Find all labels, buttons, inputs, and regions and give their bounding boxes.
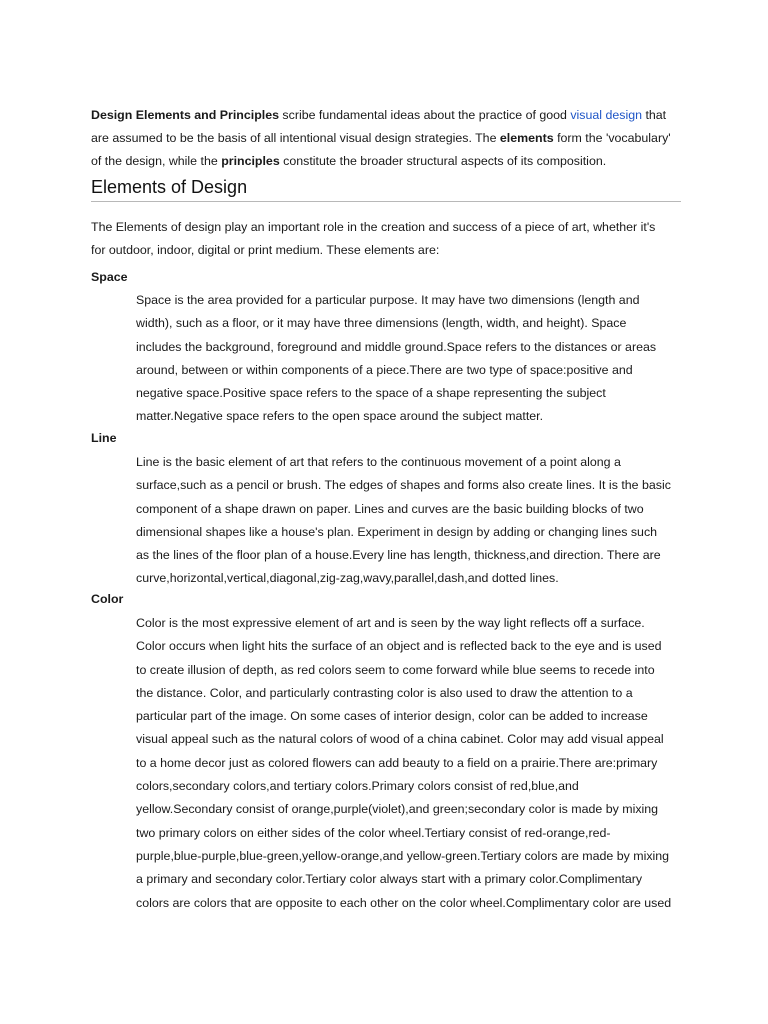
heading-divider [91, 201, 681, 202]
intro-text-a: scribe fundamental ideas about the practice of good [278, 108, 571, 122]
intro-bold-elements: elements [499, 131, 554, 145]
intro-line-3 [91, 150, 691, 173]
definition-line: curve,horizontal,vertical,diagonal,zig-zag,wavy,parallel,dash,and dotted lines. [136, 571, 559, 586]
definition-line: width), such as a floor, or it may have three dimensions (length, width, and height). Space [136, 316, 627, 331]
definition-line: Color occurs when light hits the surface of an object and is reflected back to the eye and is used [136, 639, 662, 654]
term-line: Line [91, 431, 117, 445]
definition-line: dimensional shapes like a house's plan. Experiment in design by adding or changing lines such [136, 524, 658, 539]
definition-line: around, between or within components of a piece.There are two type of space:positive and [136, 362, 633, 377]
definition-line: visual appeal such as the natural colors of wood of a china cabinet. Color may add visual appeal [136, 732, 664, 747]
intro-line-2 [91, 127, 691, 150]
intro-text-d: of the design, while the [91, 154, 222, 168]
definition-line: Space is the area provided for a particular purpose. It may have two dimensions (length and [136, 293, 640, 307]
definition-line: to a home decor just as colored flowers can add beauty to a field on a prairie.There are:primary [136, 755, 658, 770]
definition-line: includes the background, foreground and middle ground.Space refers to the distances or areas [136, 339, 657, 354]
definition-line-element [136, 451, 671, 591]
visual-design-link[interactable]: visual design [570, 108, 642, 122]
intro-paragraph [91, 104, 691, 173]
intro-text-c: form the 'vocabulary' [553, 131, 671, 145]
definition-line: the distance. Color, and particularly contrasting color is also used to draw the attention to a [136, 685, 633, 700]
section-intro-paragraph [91, 216, 691, 262]
term-color: Color [91, 592, 124, 606]
definition-line: matter.Negative space refers to the open space around the subject matter. [136, 409, 544, 424]
intro-line-1 [91, 104, 691, 127]
section-heading: Elements of Design [91, 177, 248, 197]
intro-text-e: constitute the broader structural aspects of its composition. [279, 154, 607, 168]
definition-line: a primary and secondary color.Tertiary color always start with a primary color.Complimentary [136, 872, 643, 887]
definition-line: purple,blue-purple,blue-green,yellow-orange,and yellow-green.Tertiary colors are made by mixing [136, 848, 670, 863]
definition-line: colors are colors that are opposite to each other on the color wheel.Complimentary color are used [136, 895, 672, 910]
section-intro-line: for outdoor, indoor, digital or print medium. These elements are: [91, 243, 440, 257]
definition-line: colors,secondary colors,and tertiary colors.Primary colors consist of red,blue,and [136, 779, 579, 794]
intro-text-b: that [642, 108, 667, 122]
section-intro-line: The Elements of design play an important role in the creation and success of a piece of art, whether it's [91, 220, 656, 234]
definition-line: surface,such as a pencil or brush. The edges of shapes and forms also create lines. It is the basic [136, 478, 671, 493]
definition-line: yellow.Secondary consist of orange,purple(violet),and green;secondary color is made by mixing [136, 802, 659, 817]
definition-line: negative space.Positive space refers to the space of a shape representing the subject [136, 386, 606, 401]
definition-line: to create illusion of depth, as red colors seem to come forward while blue seems to recede into [136, 662, 655, 677]
definition-line: Color is the most expressive element of art and is seen by the way light reflects off a surface. [136, 616, 645, 630]
definition-space [136, 289, 656, 429]
intro-bold-title: Design Elements and Principles [91, 108, 279, 122]
definition-line: particular part of the image. On some cases of interior design, color can be added to increase [136, 709, 648, 724]
definition-color [136, 612, 671, 915]
definition-line: Line is the basic element of art that refers to the continuous movement of a point along a [136, 455, 621, 469]
term-space: Space [91, 270, 128, 284]
definition-line: two primary colors on either sides of the color wheel.Tertiary consist of red-orange,red- [136, 825, 611, 840]
definition-line: as the lines of the floor plan of a house.Every line has length, thickness,and direction. There are [136, 548, 661, 563]
intro-bold-principles: principles [221, 154, 280, 168]
intro-text-line2: are assumed to be the basis of all intentional visual design strategies. The [91, 131, 500, 145]
definition-line: component of a shape drawn on paper. Lines and curves are the basic building blocks of two [136, 501, 644, 516]
